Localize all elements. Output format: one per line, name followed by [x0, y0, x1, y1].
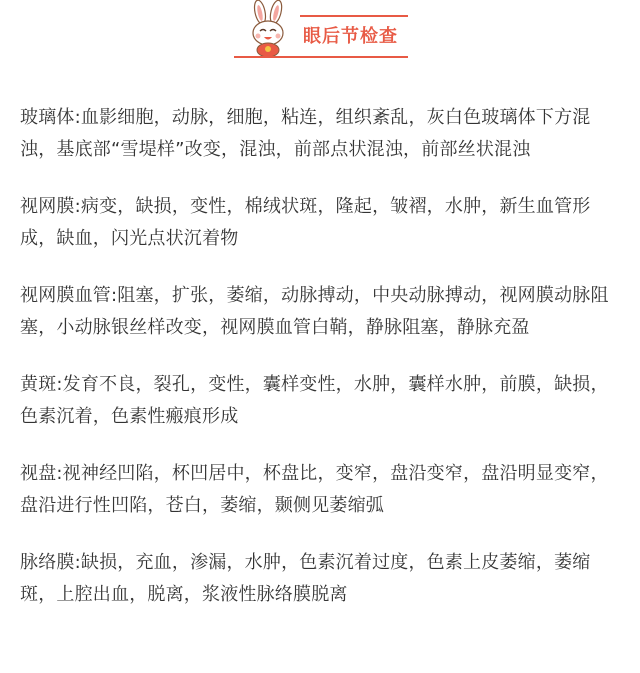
section-text: 视神经凹陷，杯凹居中，杯盘比，变窄，盘沿变窄，盘沿明显变窄，盘沿进行性凹陷，苍白，萎缩，颞侧见萎缩弧: [20, 463, 609, 516]
title-top-rule: [300, 15, 408, 17]
section-optic-disc: [20, 458, 624, 522]
section-text: 血影细胞，动脉，细胞，粘连，组织紊乱，灰白色玻璃体下方混浊，基底部“雪堤样”改变，混浊，前部点状混浊，前部丝状混浊: [20, 107, 591, 160]
section-choroid: [20, 547, 624, 611]
section-retina: [20, 191, 624, 255]
section-header: [0, 0, 640, 62]
section-text: 病变，缺损，变性，棉绒状斑，隆起，皱褶，水肿，新生血管形成，缺血，闪光点状沉着物: [20, 196, 591, 249]
section-text: 阻塞，扩张，萎缩，动脉搏动，中央动脉搏动，视网膜动脉阻塞，小动脉银丝样改变，视网膜血管白鞘，静脉阻塞，静脉充盈: [20, 285, 609, 338]
section-text: 缺损，充血，渗漏，水肿，色素沉着过度，色素上皮萎缩，萎缩斑，上腔出血，脱离，浆液性脉络膜脱离: [20, 552, 591, 605]
section-label: 黄斑:: [20, 374, 63, 395]
section-label: 视盘:: [20, 463, 63, 484]
exam-content: [20, 102, 624, 636]
section-label: 视网膜血管:: [20, 285, 118, 306]
rabbit-mascot-icon: [238, 0, 298, 58]
title-bottom-rule: [234, 56, 408, 58]
section-label: 视网膜:: [20, 196, 81, 217]
section-retinal-vessels: [20, 280, 624, 344]
page-title: 眼后节检查: [303, 26, 398, 47]
section-text: 发育不良，裂孔，变性，囊样变性，水肿，囊样水肿，前膜，缺损，色素沉着，色素性瘢痕形成: [20, 374, 609, 427]
section-vitreous: [20, 102, 624, 166]
section-label: 玻璃体:: [20, 107, 81, 128]
section-macula: [20, 369, 624, 433]
section-label: 脉络膜:: [20, 552, 81, 573]
